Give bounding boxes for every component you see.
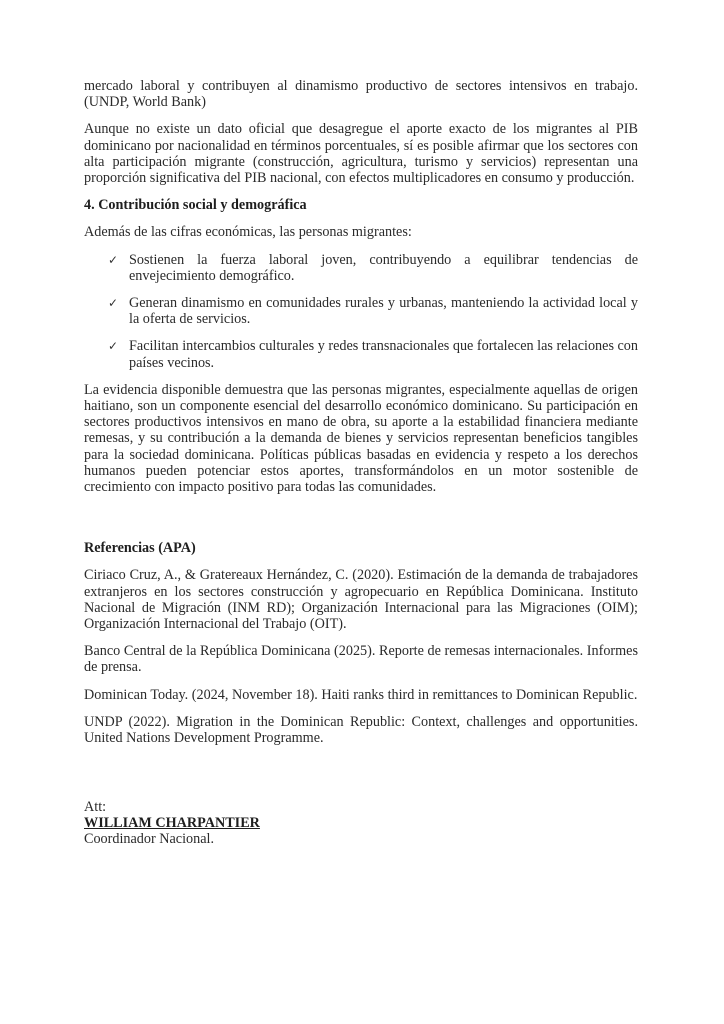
checkmark-icon: ✓ <box>108 339 119 354</box>
document-page <box>84 78 638 847</box>
checkmark-icon: ✓ <box>108 252 119 267</box>
reference-item: Ciriaco Cruz, A., & Gratereaux Hernández, C. (2020). Estimación de la demanda de trabajadores extranjeros en los sectores construcción y agropecuario en República Dominicana. Instituto Nacional de Migración (INM RD); Organización Internacional para las Migraciones (OIM); Organización Internacional del Trabajo (OIT). <box>84 567 638 633</box>
list-item-text: Generan dinamismo en comunidades rurales y urbanas, manteniendo la actividad local y la oferta de servicios. <box>129 295 638 328</box>
reference-item: Banco Central de la República Dominicana (2025). Reporte de remesas internacionales. Informes de prensa. <box>84 643 638 676</box>
checkmark-icon: ✓ <box>108 296 119 311</box>
section-lead: Además de las cifras económicas, las personas migrantes: <box>84 224 412 241</box>
section-heading-social-demographic: 4. Contribución social y demográfica <box>84 197 307 214</box>
signature-block <box>84 799 638 847</box>
signatory-title: Coordinador Nacional. <box>84 831 215 848</box>
references-heading: Referencias (APA) <box>84 540 196 557</box>
intro-paragraph-1: mercado laboral y contribuyen al dinamismo productivo de sectores intensivos en trabajo. (UNDP, World Bank) <box>84 78 638 111</box>
list-item <box>84 338 638 370</box>
signatory-name: WILLIAM CHARPANTIER <box>84 815 260 832</box>
conclusion-paragraph: La evidencia disponible demuestra que las personas migrantes, especialmente aquellas de origen haitiano, son un componente esencial del desarrollo económico dominicano. Su participación en sectores productivos intensivos en mano de obra, su aporte a la estabilidad financiera mediante remesas, y su contribución a la demanda de bienes y servicios representan beneficios tangibles para la sociedad dominicana. Políticas públicas basadas en evidencia y respeto a los derechos humanos pueden potenciar estos aportes, transformándolos en un motor sostenible de crecimiento con impacto positivo para todas las comunidades. <box>84 381 638 496</box>
list-item-text: Sostienen la fuerza laboral joven, contribuyendo a equilibrar tendencias de envejecimiento demográfico. <box>129 251 638 284</box>
list-item <box>84 295 638 327</box>
att-label: Att: <box>84 799 107 816</box>
reference-item: Dominican Today. (2024, November 18). Haiti ranks third in remittances to Dominican Republic. <box>84 686 638 703</box>
list-item <box>84 252 638 284</box>
contribution-list <box>84 252 638 371</box>
list-item-text: Facilitan intercambios culturales y redes transnacionales que fortalecen las relaciones con países vecinos. <box>129 338 638 371</box>
reference-item: UNDP (2022). Migration in the Dominican Republic: Context, challenges and opportunities. United Nations Development Programme. <box>84 713 638 747</box>
intro-paragraph-2: Aunque no existe un dato oficial que desagregue el aporte exacto de los migrantes al PIB dominicano por nacionalidad en términos porcentuales, sí es posible afirmar que los sectores con alta participación migrante (construcción, agricultura, turismo y servicios) representan una proporción significativa del PIB nacional, con efectos multiplicadores en consumo y producción. <box>84 121 638 187</box>
